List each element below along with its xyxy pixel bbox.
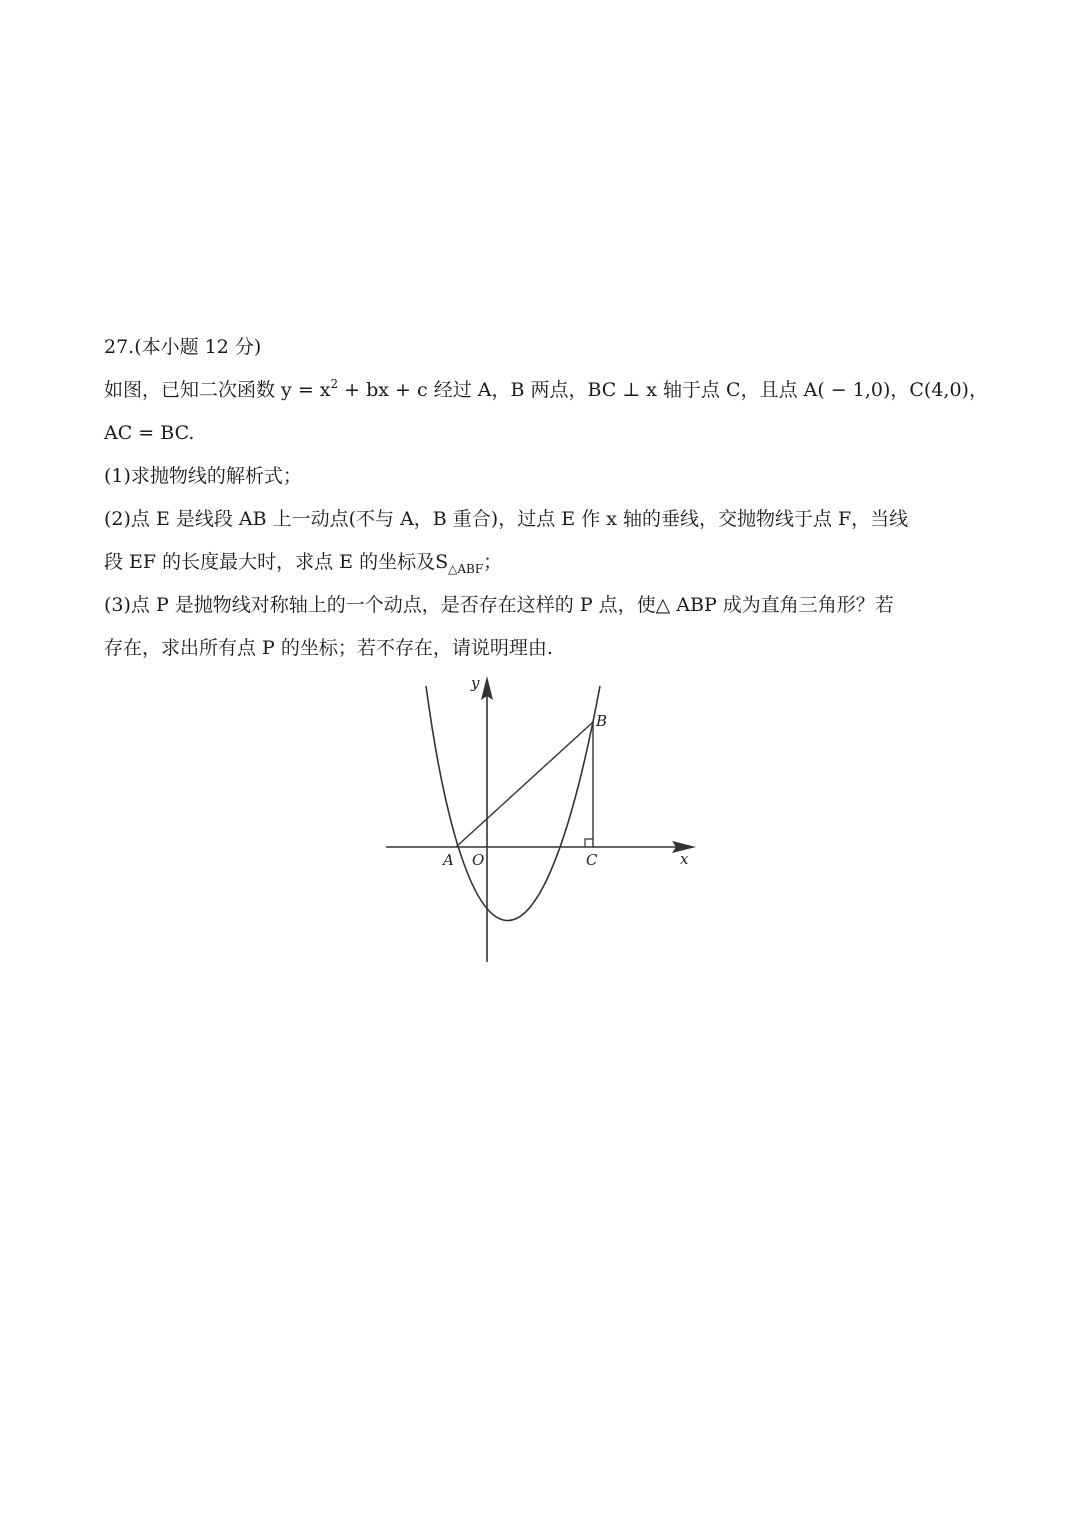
parabola-figure <box>380 668 710 968</box>
label-b: B <box>596 712 608 730</box>
part-3-line-2: 存在，求出所有点 P 的坐标；若不存在，请说明理由. <box>104 637 553 659</box>
part-2-text-a: 段 EF 的长度最大时，求点 E 的坐标及S <box>104 551 449 573</box>
problem-intro-line-1 <box>104 369 988 412</box>
right-angle-mark <box>585 839 593 847</box>
intro-text-a: 如图，已知二次函数 y = x <box>104 379 331 401</box>
part-2-line-1: (2)点 E 是线段 AB 上一动点(不与 A，B 重合)，过点 E 作 x 轴的垂线，交抛物线于点 F，当线 <box>104 508 909 530</box>
exponent: 2 <box>330 377 339 391</box>
intro-text-b: + bx + c 经过 A，B 两点，BC ⊥ x 轴于点 C，且点 A( − 1,0)，C(4,0)， <box>338 379 988 401</box>
problem-header: 27.(本小题 12 分) <box>104 336 262 358</box>
parabola-diagram <box>380 668 710 968</box>
part-3-line-1: (3)点 P 是抛物线对称轴上的一个动点，是否存在这样的 P 点，使△ ABP 成为直角三角形？若 <box>104 594 894 616</box>
label-y: y <box>471 674 480 692</box>
part-2-line-2 <box>104 541 984 584</box>
segment-ab <box>456 722 593 847</box>
label-a: A <box>443 851 454 869</box>
label-o: O <box>472 851 485 869</box>
label-x: x <box>680 850 689 868</box>
problem-27 <box>104 326 988 670</box>
part-1: (1)求抛物线的解析式； <box>104 465 302 487</box>
parabola-curve <box>426 686 600 921</box>
problem-intro-line-2: AC = BC. <box>104 422 195 444</box>
part-2-text-b: ； <box>483 551 503 573</box>
area-subscript: △ABF <box>448 562 484 576</box>
label-c: C <box>586 851 598 869</box>
